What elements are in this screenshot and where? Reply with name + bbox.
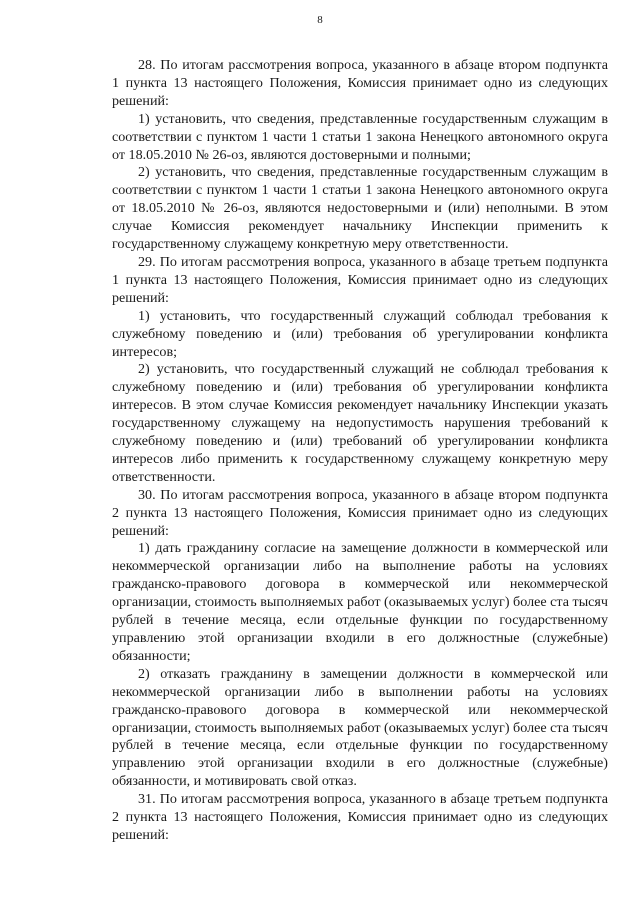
- paragraph-28-item-2: 2) установить, что сведения, представленные государственным служащим в соответствии с пунктом 1 части 1 статьи 1 закона Ненецкого автономного округа от 18.05.2010 № 26-оз, являются недостоверными и (или) неполными. В этом случае Комиссия рекомендует начальнику Инспекции применить к государственному служащему конкретную меру ответственности.: [112, 164, 608, 253]
- page-number: 8: [317, 14, 323, 26]
- paragraph-30-item-1: 1) дать гражданину согласие на замещение должности в коммерческой или некоммерческой организации либо на выполнение работы на условиях гражданско-правового договора в коммерческой или некоммерческой организации, стоимость выполняемых работ (оказываемых услуг) более ста тысяч рублей в течение месяца, если отдельные функции по государственному управлению этой организации входили в его должностные (служебные) обязанности;: [112, 540, 608, 664]
- paragraph-28: 28. По итогам рассмотрения вопроса, указанного в абзаце втором подпункта 1 пункта 13 настоящего Положения, Комиссия принимает одно из следующих решений:: [112, 57, 608, 109]
- paragraph-29-item-1: 1) установить, что государственный служащий соблюдал требования к служебному поведению и (или) требования об урегулировании конфликта интересов;: [112, 307, 608, 360]
- paragraph-30-item-2: 2) отказать гражданину в замещении должности в коммерческой или некоммерческой организации либо в выполнении работы на условиях гражданско-правового договора в коммерческой или некоммерческой организации, стоимость выполняемых работ (оказываемых услуг) более ста тысяч рублей в течение месяца, если отдельные функции по государственному управлению этой организации входили в его должностные (служебные) обязанности, и мотивировать свой отказ.: [112, 665, 608, 790]
- paragraph-28-item-1: 1) установить, что сведения, представленные государственным служащим в соответствии с пунктом 1 части 1 статьи 1 закона Ненецкого автономного округа от 18.05.2010 № 26-оз, являются достоверными и полными;: [112, 110, 608, 163]
- paragraph-30: 30. По итогам рассмотрения вопроса, указанного в абзаце втором подпункта 2 пункта 13 настоящего Положения, Комиссия принимает одно из следующих решений:: [112, 486, 608, 539]
- paragraph-29-item-2: 2) установить, что государственный служащий не соблюдал требования к служебному поведению и (или) требования об урегулировании конфликта интересов. В этом случае Комиссия рекомендует начальнику Инспекции указать государственному служащему на недопустимость нарушения требований к служебному поведению и (или) требований об урегулировании конфликта интересов либо применить к государственному служащему конкретную меру ответственности.: [112, 361, 608, 485]
- document-body: [112, 57, 608, 845]
- paragraph-31: 31. По итогам рассмотрения вопроса, указанного в абзаце третьем подпункта 2 пункта 13 настоящего Положения, Комиссия принимает одно из следующих решений:: [112, 791, 608, 843]
- paragraph-29: 29. По итогам рассмотрения вопроса, указанного в абзаце третьем подпункта 1 пункта 13 настоящего Положения, Комиссия принимает одно из следующих решений:: [112, 253, 608, 306]
